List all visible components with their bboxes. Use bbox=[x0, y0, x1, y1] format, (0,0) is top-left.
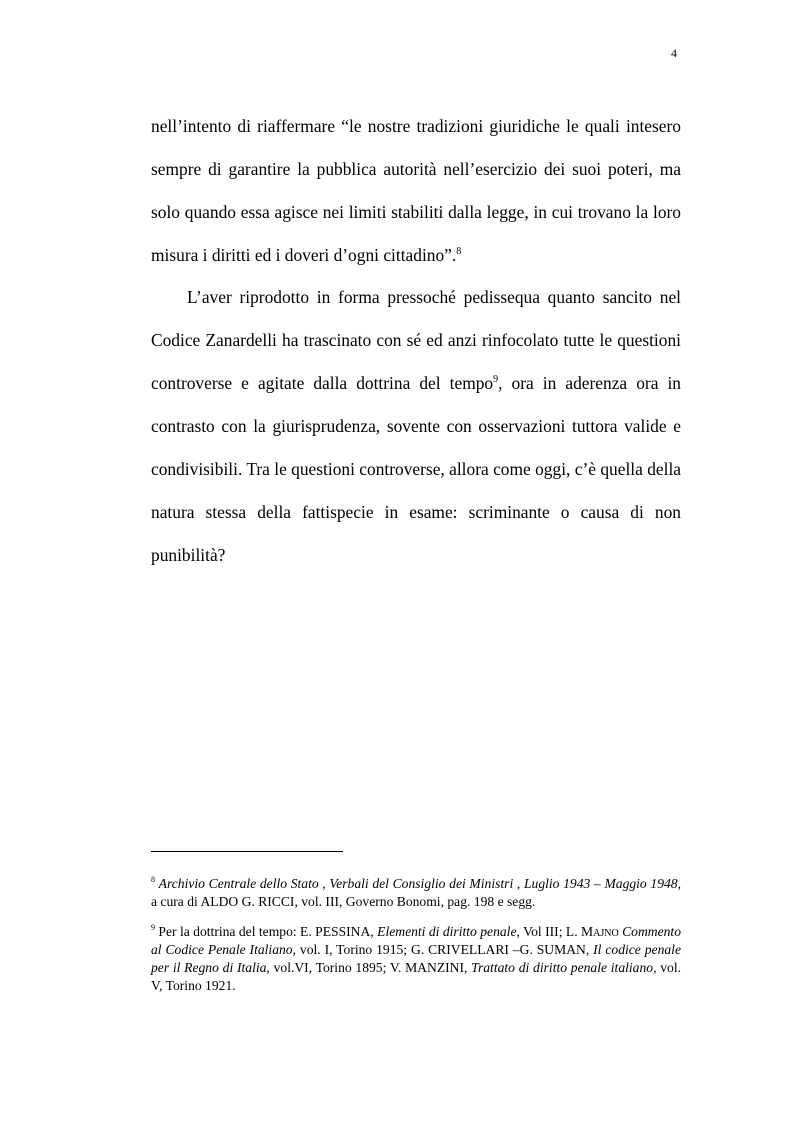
footnote-ref-8[interactable]: 8 bbox=[456, 246, 462, 257]
footnote-9-title-majno: Commento al Codice Penale Italiano bbox=[151, 924, 681, 957]
footnote-9-author-majno: Majno bbox=[581, 924, 619, 939]
paragraph-2-text-a: L’aver riprodotto in forma pressoché pedissequa quanto sancito nel Codice Zanardelli ha trascinato con sé ed anzi rinfocolato tutte le questioni controverse e agitate dalla dottrina del tempo bbox=[151, 287, 681, 393]
footnote-8-marker: 8 bbox=[151, 875, 155, 884]
paragraph-1-text: nell’intento di riaffermare “le nostre tradizioni giuridiche le quali intesero sempre di garantire la pubblica autorità nell’esercizio dei suoi poteri, ma solo quando essa agisce nei limiti stabiliti dalla legge, in cui trovano la loro misura i diritti ed i doveri d’ogni cittadino”. bbox=[151, 116, 681, 265]
footnote-8-source-title: Archivio Centrale dello Stato , Verbali del Consiglio dei Ministri , Luglio 1943 – Maggio 1948, bbox=[158, 876, 681, 891]
footnote-9-text-a: Per la dottrina del tempo: E. PESSINA, bbox=[155, 924, 378, 939]
paragraph-2-text-b: , ora in aderenza ora in contrasto con la giurisprudenza, sovente con osservazioni tuttora valide e condivisibili. Tra le questioni controverse, allora come oggi, c’è quella della natura stessa della fattispecie in esame: scriminante o causa di non punibilità? bbox=[151, 373, 681, 565]
paragraph-1 bbox=[151, 105, 681, 277]
paragraph-2 bbox=[151, 276, 681, 577]
footnote-9-text-j: vol. V, Torino 1921. bbox=[151, 960, 682, 993]
footnote-ref-9[interactable]: 9 bbox=[493, 374, 499, 385]
footnote-9-text-c: , Vol III; L. bbox=[516, 924, 582, 939]
footnote-9-title-pessina: Elementi di diritto penale bbox=[377, 924, 517, 939]
footnote-8-details: a cura di ALDO G. RICCI, vol. III, Governo Bonomi, pag. 198 e segg. bbox=[151, 894, 536, 909]
page-number: 4 bbox=[671, 46, 677, 60]
footnote-9-title-manzini: Trattato di diritto penale italiano, bbox=[471, 960, 657, 975]
footnote-9 bbox=[151, 923, 681, 995]
footnote-separator bbox=[151, 851, 343, 852]
footnote-9-text-f: , vol. I, Torino 1915; G. CRIVELLARI –G. SUMAN, bbox=[292, 942, 594, 957]
footnote-9-marker: 9 bbox=[151, 923, 155, 932]
footnote-9-title-crivellari: Il codice penale per il Regno di Italia, bbox=[151, 942, 681, 975]
footnote-8 bbox=[151, 875, 681, 911]
footnote-9-text-h: vol.VI, Torino 1895; V. MANZINI, bbox=[269, 960, 472, 975]
